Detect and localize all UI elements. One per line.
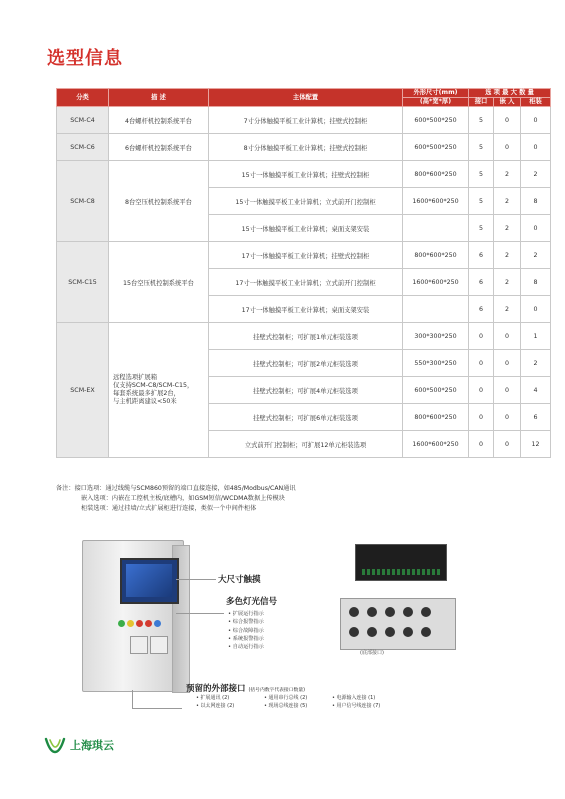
cell-port: 0 — [469, 350, 494, 377]
touchscreen-image — [120, 558, 179, 604]
port-hole-icon — [403, 627, 413, 637]
cell-embed: 0 — [494, 404, 521, 431]
note-line-1 — [56, 484, 550, 494]
cell-port: 5 — [469, 161, 494, 188]
ports-list — [196, 694, 400, 710]
port-hole-icon — [385, 607, 395, 617]
panel-label-plate — [130, 636, 148, 654]
cell-cabinet: 4 — [521, 377, 551, 404]
cell-port: 0 — [469, 404, 494, 431]
light-red-icon — [145, 620, 152, 627]
cell-config: 17寸一体触摸平板工业计算机；桌面支架安装 — [209, 296, 403, 323]
cell-category: SCM-C8 — [57, 161, 109, 242]
light-items-list — [228, 610, 264, 651]
cell-size: 800*600*250 — [403, 242, 469, 269]
callout-line — [132, 690, 133, 708]
cell-port: 6 — [469, 296, 494, 323]
cell-config: 立式前开门控制柜；可扩展12单元柜装选项 — [209, 431, 403, 458]
table-row — [57, 161, 551, 188]
cell-size: 600*500*250 — [403, 107, 469, 134]
note-line-2: 嵌入选项：内嵌在工控机主板/底槽内，如GSM短信/WCDMA数据上传模块 — [81, 495, 285, 502]
ports-title-text: 预留的外部接口 — [186, 684, 246, 694]
cell-size: 800*600*250 — [403, 404, 469, 431]
controller-board-image — [355, 544, 447, 581]
selection-table — [56, 88, 551, 458]
list-item: • 现场总线连接 (5) — [264, 703, 308, 709]
list-item: • 电源输入连接 (1) — [332, 695, 376, 701]
callout-line — [176, 613, 224, 614]
ex-description-text: 远程选项扩展箱 仅支持SCM-C8/SCM-C15， 每套系统最多扩展2台， 与主机距离建议<50米 — [113, 374, 194, 405]
cell-config: 挂壁式控制柜；可扩展1单元柜装选项 — [209, 323, 403, 350]
cell-description: 8台空压机控制系统平台 — [109, 161, 209, 242]
cell-embed: 0 — [494, 134, 521, 161]
list-item: • 扩展通讯 (2) — [196, 695, 230, 701]
cell-size: 600*500*250 — [403, 377, 469, 404]
cell-category: SCM-C4 — [57, 107, 109, 134]
ports-note: (括号内数字代表接口数量) — [248, 688, 305, 693]
table-row — [57, 242, 551, 269]
cell-port: 0 — [469, 323, 494, 350]
header-embed: 嵌 入 — [494, 98, 521, 107]
port-hole-icon — [349, 607, 359, 617]
header-category: 分类 — [57, 89, 109, 107]
cell-category: SCM-C15 — [57, 242, 109, 323]
header-size-sub: (高*宽*厚) — [403, 98, 469, 107]
cell-size: 1600*600*250 — [403, 269, 469, 296]
port-hole-icon — [403, 607, 413, 617]
cell-cabinet: 8 — [521, 269, 551, 296]
cell-config: 挂壁式控制柜；可扩展6单元柜装选项 — [209, 404, 403, 431]
cell-cabinet: 0 — [521, 134, 551, 161]
bottom-ports-label: (底部接口) — [360, 650, 384, 656]
cell-description — [109, 323, 209, 458]
cell-cabinet: 2 — [521, 350, 551, 377]
table-row — [57, 107, 551, 134]
table-row — [57, 323, 551, 350]
cell-embed: 0 — [494, 323, 521, 350]
cell-embed: 2 — [494, 215, 521, 242]
cell-size: 300*300*250 — [403, 323, 469, 350]
panel-label-plate — [150, 636, 168, 654]
list-item: • 用户信号线连接 (7) — [332, 703, 381, 709]
list-item: • 以太网连接 (2) — [196, 703, 235, 709]
port-hole-icon — [367, 607, 377, 617]
port-hole-icon — [385, 627, 395, 637]
cell-embed: 2 — [494, 188, 521, 215]
light-blue-icon — [154, 620, 161, 627]
list-item: • 系统报警指示 — [228, 635, 264, 642]
list-item: • 自动运行指示 — [228, 644, 264, 651]
cell-size — [403, 296, 469, 323]
ports-row — [196, 694, 400, 702]
cell-config: 挂壁式控制柜；可扩展2单元柜装选项 — [209, 350, 403, 377]
cell-embed: 2 — [494, 242, 521, 269]
cell-cabinet: 0 — [521, 296, 551, 323]
cell-config: 17寸一体触摸平板工业计算机；挂壁式控制柜 — [209, 242, 403, 269]
cell-cabinet: 2 — [521, 242, 551, 269]
port-hole-icon — [349, 627, 359, 637]
list-item: • 扩展运行指示 — [228, 611, 264, 617]
cell-size: 550*300*250 — [403, 350, 469, 377]
cell-cabinet: 8 — [521, 188, 551, 215]
cell-size: 1600*600*250 — [403, 431, 469, 458]
cell-embed: 0 — [494, 377, 521, 404]
cell-size: 800*600*250 — [403, 161, 469, 188]
cell-embed: 2 — [494, 161, 521, 188]
callout-line — [176, 579, 216, 580]
port-hole-icon — [421, 627, 431, 637]
cell-config: 15寸一体触摸平板工业计算机；挂壁式控制柜 — [209, 161, 403, 188]
cell-cabinet: 0 — [521, 215, 551, 242]
table-header-row — [57, 89, 551, 98]
signal-lights — [118, 612, 174, 622]
bottom-ports-image — [340, 598, 456, 650]
cell-config: 8寸分体触摸平板工业计算机；挂壁式控制柜 — [209, 134, 403, 161]
light-yellow-icon — [127, 620, 134, 627]
port-hole-icon — [421, 607, 431, 617]
callout-line — [132, 708, 182, 709]
note-port: 接口选项：通过线缆与SCM860预留的端口直接连接，如485/Modbus/CAN通讯 — [74, 485, 296, 492]
cell-size: 600*500*250 — [403, 134, 469, 161]
cell-embed: 2 — [494, 296, 521, 323]
cell-port: 5 — [469, 188, 494, 215]
cell-port: 5 — [469, 134, 494, 161]
cell-embed: 0 — [494, 107, 521, 134]
callout-touchscreen: 大尺寸触摸 — [218, 575, 261, 585]
cell-description: 6台螺杆机控制系统平台 — [109, 134, 209, 161]
ports-row — [196, 702, 400, 710]
header-cabinet: 柜装 — [521, 98, 551, 107]
port-hole-icon — [367, 627, 377, 637]
notes-prefix: 备注： — [56, 485, 75, 492]
cell-cabinet: 12 — [521, 431, 551, 458]
cell-category: SCM-C6 — [57, 134, 109, 161]
cell-port: 5 — [469, 215, 494, 242]
callout-lights: 多色灯光信号 — [226, 597, 278, 607]
cell-port: 6 — [469, 242, 494, 269]
cell-cabinet: 0 — [521, 107, 551, 134]
cell-embed: 0 — [494, 350, 521, 377]
cell-embed: 0 — [494, 431, 521, 458]
cell-port: 0 — [469, 431, 494, 458]
header-port: 接口 — [469, 98, 494, 107]
cell-port: 5 — [469, 107, 494, 134]
cell-port: 0 — [469, 377, 494, 404]
cell-config: 15寸一体触摸平板工业计算机；立式前开门控制柜 — [209, 188, 403, 215]
cell-description: 4台螺杆机控制系统平台 — [109, 107, 209, 134]
brand-logo — [44, 736, 114, 754]
list-item: • 综合故障指示 — [228, 627, 264, 634]
cell-config: 7寸分体触摸平板工业计算机；挂壁式控制柜 — [209, 107, 403, 134]
brand-mark-icon — [44, 736, 66, 754]
header-description: 描 述 — [109, 89, 209, 107]
cell-config: 15寸一体触摸平板工业计算机；桌面支架安装 — [209, 215, 403, 242]
light-green-icon — [118, 620, 125, 627]
note-line-3: 柜装选项：通过挂墙/立式扩展柜进行连接，类似一个中间件柜体 — [81, 505, 257, 512]
header-config: 主体配置 — [209, 89, 403, 107]
cell-description: 15台空压机控制系统平台 — [109, 242, 209, 323]
cell-config: 17寸一体触摸平板工业计算机；立式前开门控制柜 — [209, 269, 403, 296]
light-red-icon — [136, 620, 143, 627]
cell-cabinet: 6 — [521, 404, 551, 431]
ports-title — [186, 682, 305, 694]
cell-category: SCM-EX — [57, 323, 109, 458]
header-size: 外形尺寸(mm) — [403, 89, 469, 98]
brand-name: 上海琪云 — [70, 739, 114, 752]
cell-port: 6 — [469, 269, 494, 296]
list-item: • 通用串行总线 (2) — [264, 695, 308, 701]
page-title: 选型信息 — [47, 48, 123, 69]
cell-cabinet: 2 — [521, 161, 551, 188]
cell-cabinet: 1 — [521, 323, 551, 350]
list-item: • 综合报警指示 — [228, 619, 264, 626]
cell-embed: 2 — [494, 269, 521, 296]
header-max-qty: 选 项 最 大 数 量 — [469, 89, 551, 98]
notes-block — [56, 484, 550, 514]
cell-size — [403, 215, 469, 242]
cell-size: 1600*600*250 — [403, 188, 469, 215]
table-row — [57, 134, 551, 161]
cell-config: 挂壁式控制柜；可扩展4单元柜装选项 — [209, 377, 403, 404]
